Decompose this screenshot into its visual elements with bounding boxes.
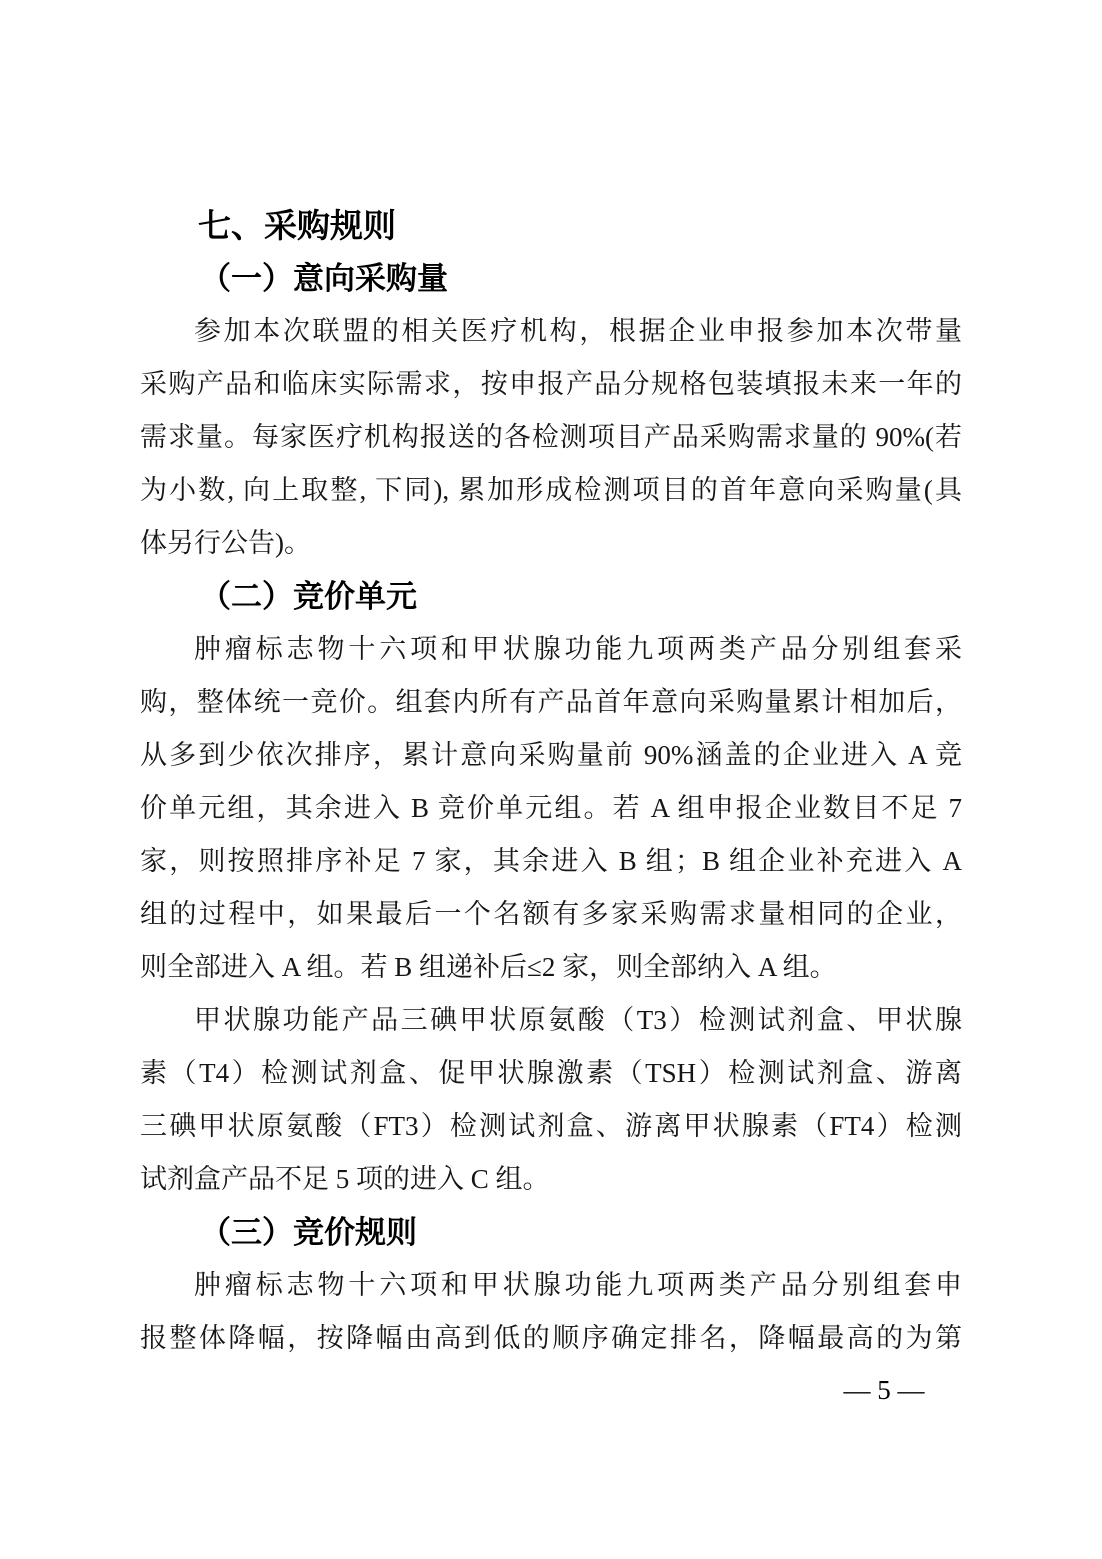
text-line: 报整体降幅，按降幅由高到低的顺序确定排名，降幅最高的为第 xyxy=(140,1323,962,1353)
text-line: 从多到少依次排序，累计意向采购量前 90%涵盖的企业进入 A 竞 xyxy=(140,740,962,770)
text-line: 家，则按照排序补足 7 家，其余进入 B 组；B 组企业补充进入 A xyxy=(140,846,962,876)
paragraph-intended-purchase-volume xyxy=(140,305,962,570)
text-line: 价单元组，其余进入 B 竞价单元组。若 A 组申报企业数目不足 7 xyxy=(140,793,962,823)
subsection-heading-bidding-unit: （二）竞价单元 xyxy=(200,579,417,614)
text-line: 采购产品和临床实际需求，按申报产品分规格包装填报未来一年的 xyxy=(140,369,962,399)
text-line: 购，整体统一竞价。组套内所有产品首年意向采购量累计相加后， xyxy=(140,687,962,717)
text-line: 为小数, 向上取整, 下同), 累加形成检测项目的首年意向采购量(具 xyxy=(140,475,962,505)
text-line: 肿瘤标志物十六项和甲状腺功能九项两类产品分别组套采 xyxy=(194,634,962,664)
text-line: 试剂盒产品不足 5 项的进入 C 组。 xyxy=(140,1164,550,1194)
text-line: 参加本次联盟的相关医疗机构，根据企业申报参加本次带量 xyxy=(194,316,962,346)
text-line: 体另行公告)。 xyxy=(140,528,311,558)
text-line: 需求量。每家医疗机构报送的各检测项目产品采购需求量的 90%(若 xyxy=(140,422,962,452)
page-number-footer: — 5 — xyxy=(843,1375,925,1405)
text-line: 则全部进入 A 组。若 B 组递补后≤2 家，则全部纳入 A 组。 xyxy=(140,952,837,982)
text-line: 三碘甲状原氨酸（FT3）检测试剂盒、游离甲状腺素（FT4）检测 xyxy=(140,1111,962,1141)
text-line: 组的过程中，如果最后一个名额有多家采购需求量相同的企业， xyxy=(140,899,962,929)
paragraph-bidding-unit-grouping xyxy=(140,623,962,994)
subsection-heading-bidding-rules: （三）竞价规则 xyxy=(200,1215,417,1250)
text-line: 肿瘤标志物十六项和甲状腺功能九项两类产品分别组套申 xyxy=(194,1270,962,1300)
section-heading-procurement-rules: 七、采购规则 xyxy=(198,207,396,244)
document-body xyxy=(140,199,962,1365)
paragraph-bidding-rules xyxy=(140,1259,962,1365)
text-line: 素（T4）检测试剂盒、促甲状腺激素（TSH）检测试剂盒、游离 xyxy=(140,1058,962,1088)
subsection-heading-intended-purchase-volume: （一）意向采购量 xyxy=(200,261,448,296)
text-line: 甲状腺功能产品三碘甲状原氨酸（T3）检测试剂盒、甲状腺 xyxy=(194,1005,962,1035)
paragraph-thyroid-products-group-c xyxy=(140,994,962,1206)
